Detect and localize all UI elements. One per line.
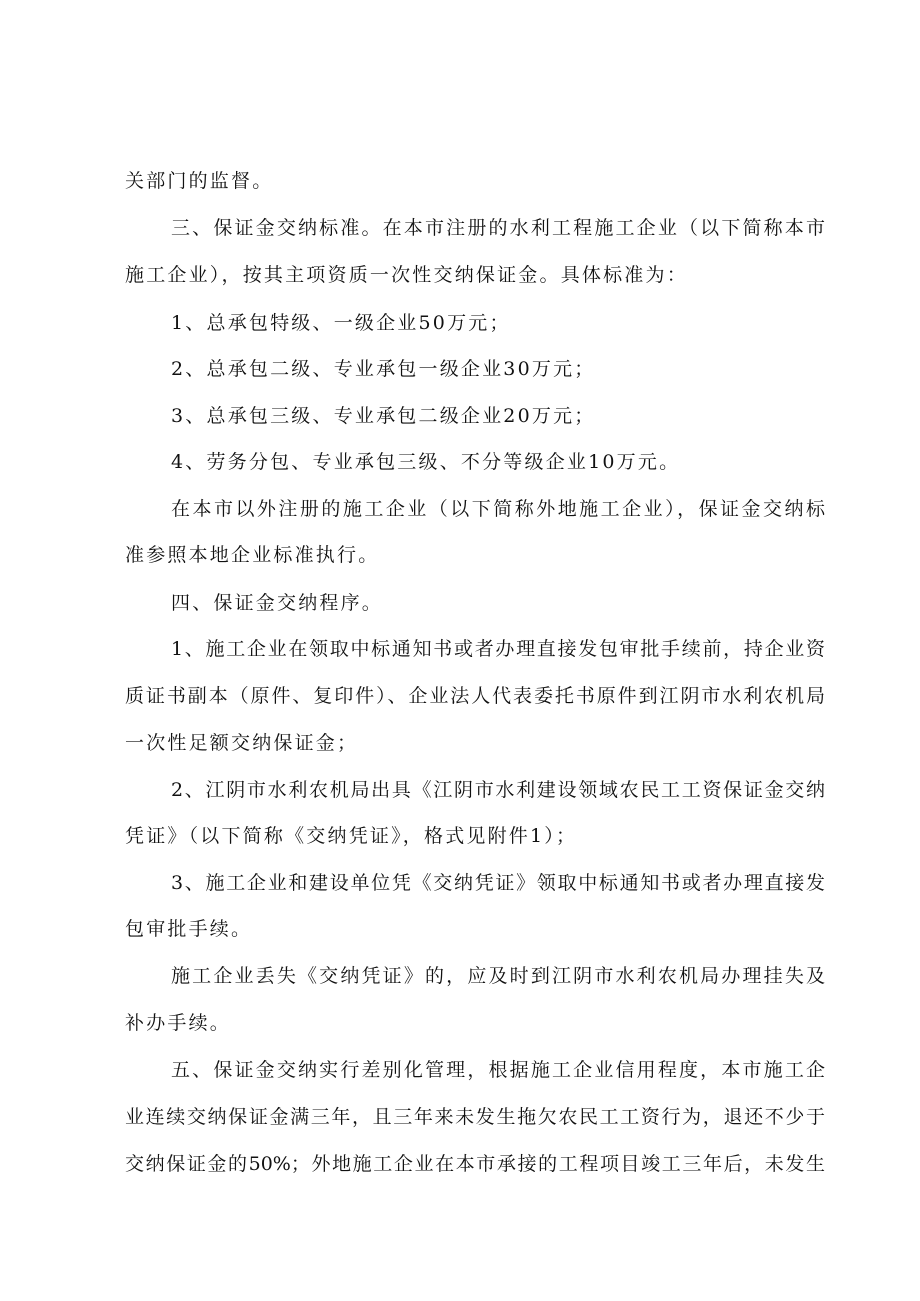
section-four-heading: 四、保证金交纳程序。 [171, 592, 384, 614]
text-line: 补办手续。 [125, 1012, 232, 1034]
text-line: 业连续交纳保证金满三年，且三年来未发生拖欠农民工工资行为，退还不少于 [125, 1106, 825, 1128]
section-three-heading-line: 三、保证金交纳标准。在本市注册的水利工程施工企业（以下简称本市 [171, 217, 825, 239]
text-line: 交纳保证金的50%；外地施工企业在本市承接的工程项目竣工三年后，未发生 [125, 1153, 825, 1175]
text-line: 凭证》（以下简称《交纳凭证》，格式见附件1）； [125, 825, 578, 847]
text-line: 质证书副本（原件、复印件）、企业法人代表委托书原件到江阴市水利农机局 [125, 685, 825, 707]
text-line: 在本市以外注册的施工企业（以下简称外地施工企业），保证金交纳标 [171, 498, 825, 520]
list-item: 2、总承包二级、专业承包一级企业30万元； [171, 358, 596, 380]
text-line: 施工企业丢失《交纳凭证》的，应及时到江阴市水利农机局办理挂失及 [171, 965, 825, 987]
list-item: 3、总承包三级、专业承包二级企业20万元； [171, 405, 596, 427]
text-line: 关部门的监督。 [125, 170, 274, 192]
text-line: 准参照本地企业标准执行。 [125, 544, 380, 566]
list-item: 2、江阴市水利农机局出具《江阴市水利建设领域农民工工资保证金交纳 [171, 779, 825, 801]
text-line: 包审批手续。 [125, 918, 253, 940]
list-item: 1、施工企业在领取中标通知书或者办理直接发包审批手续前，持企业资 [171, 638, 825, 660]
list-item: 3、施工企业和建设单位凭《交纳凭证》领取中标通知书或者办理直接发 [171, 872, 825, 894]
text-line: 一次性足额交纳保证金； [125, 732, 359, 754]
text-line: 施工企业），按其主项资质一次性交纳保证金。具体标准为： [125, 264, 688, 286]
list-item: 4、劳务分包、专业承包三级、不分等级企业10万元。 [171, 451, 681, 473]
list-item: 1、总承包特级、一级企业50万元； [171, 312, 511, 334]
section-five-heading-line: 五、保证金交纳实行差别化管理，根据施工企业信用程度，本市施工企 [171, 1059, 825, 1081]
